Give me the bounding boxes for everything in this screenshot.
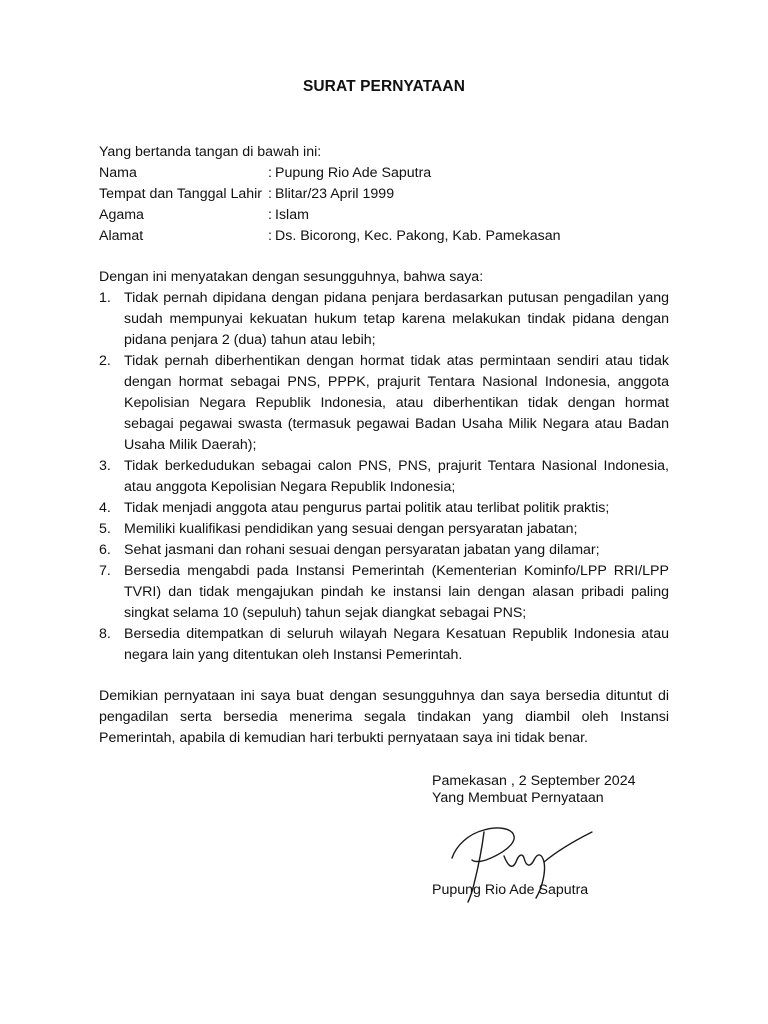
field-label: Alamat <box>99 228 144 244</box>
field-colon: : <box>268 186 272 202</box>
list-item-text: Tidak menjadi anggota atau pengurus partai politik atau terlibat politik praktis; <box>124 500 610 516</box>
list-item <box>99 498 669 519</box>
field-label: Tempat dan Tanggal Lahir <box>99 186 263 202</box>
list-item-number: 4. <box>99 500 111 516</box>
field-colon: : <box>268 228 272 244</box>
field-label: Agama <box>99 207 144 223</box>
list-item-text: Tidak berkedudukan sebagai calon PNS, PNS, prajurit Tentara Nasional Indonesia, atau anggota Kepolisian Negara Republik Indonesia; <box>124 458 669 495</box>
list-item-number: 6. <box>99 542 111 558</box>
field-value: Ds. Bicorong, Kec. Pakong, Kab. Pamekasan <box>275 228 561 244</box>
field-row-alamat <box>99 226 699 247</box>
list-item-number: 3. <box>99 458 111 474</box>
list-item <box>99 288 669 351</box>
intro-text: Yang bertanda tangan di bawah ini: <box>99 144 322 160</box>
list-item-text: Sehat jasmani dan rohani sesuai dengan persyaratan jabatan yang dilamar; <box>124 542 600 558</box>
list-item-number: 1. <box>99 290 111 306</box>
list-item-number: 2. <box>99 353 111 369</box>
signature-name: Pupung Rio Ade Saputra <box>432 882 589 898</box>
declaration-intro: Dengan ini menyatakan dengan sesungguhnya, bahwa saya: <box>99 269 484 285</box>
list-item-text: Bersedia ditempatkan di seluruh wilayah Negara Kesatuan Republik Indonesia atau negara lain yang ditentukan oleh Instansi Pemerintah. <box>124 626 669 663</box>
list-item <box>99 456 669 498</box>
field-value: Pupung Rio Ade Saputra <box>275 165 432 181</box>
declaration-list <box>99 288 669 666</box>
signature-role: Yang Membuat Pernyataan <box>432 790 604 806</box>
list-item-number: 5. <box>99 521 111 537</box>
field-colon: : <box>268 207 272 223</box>
list-item <box>99 519 669 540</box>
list-item-text: Tidak pernah diberhentikan dengan hormat tidak atas permintaan sendiri atau tidak dengan hormat sebagai PNS, PPPK, prajurit Tentara Nasional Indonesia, anggota Kepolisian Negara Republik Indonesia, atau diberhentikan tidak dengan hormat sebagai pegawai swasta (termasuk pegawai Badan Usaha Milik Negara atau Badan Usaha Milik Daerah); <box>124 353 669 453</box>
list-item-text: Memiliki kualifikasi pendidikan yang sesuai dengan persyaratan jabatan; <box>124 521 578 537</box>
list-item-text: Bersedia mengabdi pada Instansi Pemerintah (Kementerian Kominfo/LPP RRI/LPP TVRI) dan tidak mengajukan pindah ke instansi lain dengan alasan pribadi paling singkat selama 10 (sepuluh) tahun sejak diangkat sebagai PNS; <box>124 563 669 621</box>
field-label: Nama <box>99 165 137 181</box>
document-title: SURAT PERNYATAAN <box>302 78 466 95</box>
field-value: Islam <box>275 207 309 223</box>
list-item-number: 7. <box>99 563 111 579</box>
closing-paragraph: Demikian pernyataan ini saya buat dengan sesungguhnya dan saya bersedia dituntut di pengadilan serta bersedia menerima segala tindakan yang diambil oleh Instansi Pemerintah, apabila di kemudian hari terbukti pernyataan saya ini tidak benar. <box>99 688 669 746</box>
list-item <box>99 561 669 624</box>
field-row-agama <box>99 205 699 226</box>
list-item <box>99 351 669 456</box>
list-item-text: Tidak pernah dipidana dengan pidana penjara berdasarkan putusan pengadilan yang sudah mempunyai kekuatan hukum tetap karena melakukan tindak pidana dengan pidana penjara 2 (dua) tahun atau lebih; <box>124 290 669 348</box>
list-item <box>99 624 669 666</box>
field-row-ttl <box>99 184 699 205</box>
list-item <box>99 540 669 561</box>
field-row-nama <box>99 163 699 184</box>
list-item-number: 8. <box>99 626 111 642</box>
signature-place-date: Pamekasan , 2 September 2024 <box>432 773 636 789</box>
field-value: Blitar/23 April 1999 <box>275 186 395 202</box>
field-colon: : <box>268 165 272 181</box>
